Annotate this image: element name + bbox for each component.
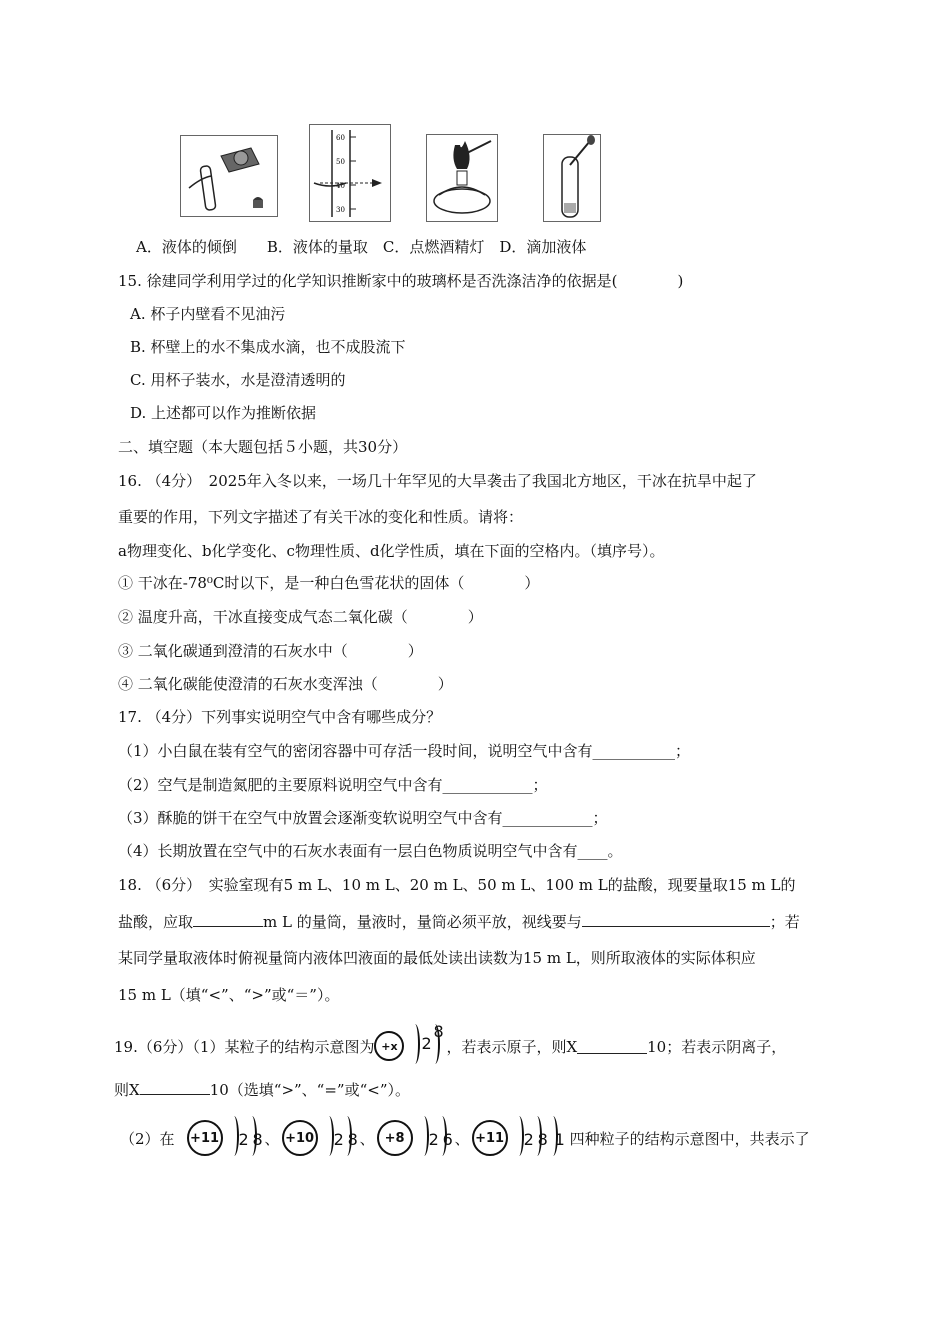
q19-line3-text-a: （2）在 (120, 1129, 175, 1148)
tick-label: 60 (336, 134, 345, 142)
figure-dropping-liquid (543, 134, 601, 222)
q16-line1: 16. （4分） 2025年入冬以来，一场几十年罕见的大旱袭击了我国北方地区，干冰在抗旱中起了 (118, 472, 757, 490)
q17-item-3: （3）酥脆的饼干在空气中放置会逐渐变软说明空气中含有____________； (118, 809, 608, 827)
q17-stem: 17. （4分）下列事实说明空气中含有哪些成分？ (118, 708, 442, 726)
q19-line3 (120, 1118, 810, 1158)
atom-nucleus: +11 (472, 1120, 508, 1156)
section-heading: 二、填空题（本大题包括５小题，共30分） (118, 438, 408, 456)
q17-item-1: （1）小白鼠在装有空气的密闭容器中可存活一段时间，说明空气中含有___________； (118, 742, 691, 760)
q16-item-2: ② 温度升高，干冰直接变成气态二氧化碳（ ） (118, 608, 483, 626)
shell-electrons: 8 (537, 1130, 548, 1149)
tick-label: 50 (336, 158, 345, 166)
q18-line2-text-b: m L 的量筒，量液时，量筒必须平放，视线要与 (263, 913, 582, 931)
q19-line1-text-b: ，若表示原子，则X (446, 1037, 578, 1056)
q19-line2 (114, 1079, 410, 1100)
q19-blank-1[interactable] (577, 1039, 647, 1054)
shell-electrons: 8 (347, 1130, 358, 1149)
shell-electrons: 2 (333, 1130, 344, 1149)
q17-item-4: （4）长期放置在空气中的石灰水表面有一层白色物质说明空气中含有____。 (118, 842, 623, 860)
shell-electrons: 8 (252, 1130, 263, 1149)
shell-electrons: 2 (428, 1130, 439, 1149)
q16-line3: a物理变化、b化学变化、c物理性质、d化学性质，填在下面的空格内。（填序号）。 (118, 542, 665, 560)
q19-line1 (114, 1022, 787, 1066)
q16-line2: 重要的作用，下列文字描述了有关干冰的变化和性质。请将： (118, 508, 524, 526)
q16-item-4: ④ 二氧化碳能使澄清的石灰水变浑浊（ ） (118, 675, 453, 693)
q15-option-d: D. 上述都可以作为推断依据 (130, 404, 317, 422)
q18-blank-1[interactable] (193, 912, 263, 927)
q19-line2-text-b: 10（选填“>”、“=”或“<”）。 (209, 1081, 410, 1099)
atom-nucleus: +11 (187, 1120, 223, 1156)
q19-blank-2[interactable] (140, 1080, 210, 1095)
atom-nucleus: +x (374, 1031, 404, 1061)
shell-electrons: 2 (238, 1130, 249, 1149)
q15-stem: 15. 徐建同学利用学过的化学知识推断家中的玻璃杯是否洗涤洁净的依据是( ) (118, 272, 684, 290)
q18-blank-2[interactable] (582, 912, 770, 927)
q19-line1-text-c: 10；若表示阴离子， (647, 1037, 787, 1056)
figure-liquid-pouring (180, 135, 278, 217)
atom-nucleus: +10 (282, 1120, 318, 1156)
shell-electrons: 2 (523, 1130, 534, 1149)
tick-label: 30 (336, 206, 345, 214)
q16-item-1: ① 干冰在-78⁰C时以下，是一种白色雪花状的固体（ ） (118, 574, 540, 592)
separator: 、 (454, 1129, 470, 1148)
shell-electrons: 2 (421, 1034, 432, 1053)
q18-line1: 18. （6分） 实验室现有5 m L、10 m L、20 m L、50 m L、100 m L的盐酸，现要量取15 m L的 (118, 876, 796, 894)
q18-line4: 15 m L（填“<”、“>”或“＝”）。 (118, 986, 340, 1004)
q18-line2 (118, 911, 800, 932)
q14-options: A．液体的倾倒 B．液体的量取 C．点燃酒精灯 D．滴加液体 (136, 238, 587, 256)
separator: 、 (359, 1129, 375, 1148)
atom-nucleus: +8 (377, 1120, 413, 1156)
q19-line3-text-b: 四种粒子的结构示意图中，共表示了 (569, 1129, 810, 1148)
q19-line2-text-a: 则X (114, 1081, 140, 1099)
q15-option-a: A. 杯子内壁看不见油污 (130, 305, 286, 323)
atom-diagram-na (187, 1118, 263, 1158)
q19-line1-text-a: 19.（6分）（1）某粒子的结构示意图为 (114, 1037, 375, 1056)
shell-electrons: 6 (442, 1130, 453, 1149)
figure-graduated-cylinder (309, 124, 391, 222)
atom-diagram-o (377, 1118, 453, 1158)
q18-line2-text-c: ；若 (769, 913, 800, 931)
atom-diagram-x (374, 1022, 446, 1066)
q15-option-b: B. 杯壁上的水不集成水滴，也不成股流下 (130, 338, 406, 356)
shell-electrons: 1 (554, 1130, 565, 1149)
shell-electrons: 8 (433, 1022, 444, 1041)
q18-line2-text-a: 盐酸，应取 (118, 913, 194, 931)
separator: 、 (264, 1129, 280, 1148)
q16-item-3: ③ 二氧化碳通到澄清的石灰水中（ ） (118, 642, 423, 660)
q15-option-c: C. 用杯子装水，水是澄清透明的 (130, 371, 346, 389)
tick-label: 40 (336, 182, 345, 190)
q18-line3: 某同学量取液体时俯视量筒内液体凹液面的最低处读出读数为15 m L，则所取液体的实际体积应 (118, 949, 756, 967)
atom-diagram-ne (282, 1118, 358, 1158)
q17-item-2: （2）空气是制造氮肥的主要原料说明空气中含有____________； (118, 776, 548, 794)
atom-diagram-na-2 (472, 1118, 566, 1158)
figure-alcohol-lamp (426, 134, 498, 222)
